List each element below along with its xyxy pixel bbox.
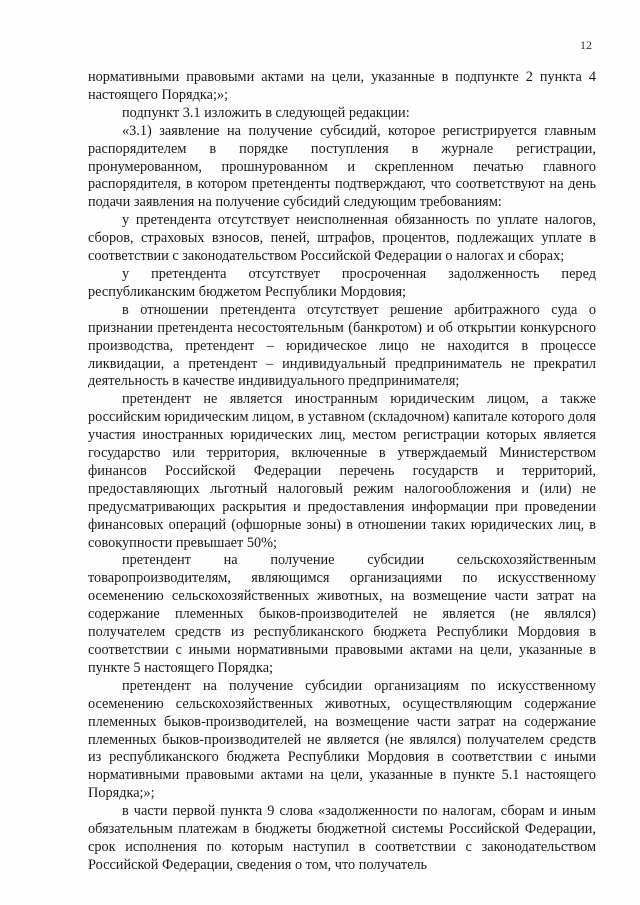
paragraph: претендент на получение субсидии сельскохозяйственным товаропроизводителям, являющимся организациями по искусственному осеменению сельскохозяйственных животных, на возмещение части затрат на содержание племенных быков-производителей не является (не являлся) получателем средств из республиканского бюджета Республики Мордовия в соответствии с иными нормативными правовыми актами на цели, указанные в пункте 5 настоящего Порядка;: [88, 552, 596, 676]
paragraph: в отношении претендента отсутствует решение арбитражного суда о признании претендента несостоятельным (банкротом) и об открытии конкурсного производства, претендент – юридическое лицо не находится в процессе ликвидации, а претендент – индивидуальный предприниматель не прекратил деятельность в качестве индивидуального предпринимателя;: [88, 301, 596, 390]
paragraph: у претендента отсутствует просроченная задолженность перед республиканским бюджетом Республики Мордовия;: [88, 265, 596, 300]
paragraph: у претендента отсутствует неисполненная обязанность по уплате налогов, сборов, страховых взносов, пеней, штрафов, процентов, подлежащих уплате в соответствии с законодательством Российской Федерации о налогах и сборах;: [88, 212, 596, 265]
document-body: [88, 69, 596, 875]
paragraph: претендент на получение субсидии организациям по искусственному осеменению сельскохозяйственных животных, осуществляющим содержание племенных быков-производителей, на возмещение части затрат на содержание племенных быков-производителей не является (не являлся) получателем средств из республиканского бюджета Республики Мордовия в соответствии с иными нормативными правовыми актами на цели, указанные в пункте 5.1 настоящего Порядка;»;: [88, 677, 596, 802]
paragraph: «3.1) заявление на получение субсидий, которое регистрируется главным распорядителем в порядке поступления в журнале регистрации, пронумерованном, прошнурованном и скрепленном печатью главного распорядителя, в котором претенденты подтверждают, что соответствуют на день подачи заявления на получение субсидий следующим требованиям:: [88, 122, 596, 211]
paragraph: подпункт 3.1 изложить в следующей редакции:: [122, 104, 410, 121]
paragraph: нормативными правовыми актами на цели, указанные в подпункте 2 пункта 4 настоящего Порядка;»;: [88, 69, 596, 103]
paragraph: в части первой пункта 9 слова «задолженности по налогам, сборам и иным обязательным платежам в бюджеты бюджетной системы Российской Федерации, срок исполнения по которым наступил в соответствии с законодательством Российской Федерации, сведения о том, что получатель: [88, 803, 596, 873]
paragraph: претендент не является иностранным юридическим лицом, а также российским юридическим лицом, в уставном (складочном) капитале которого доля участия иностранных юридических лиц, местом регистрации которых является государство или территория, включенные в утверждаемый Министерством финансов Российской Федерации перечень государств и территорий, предоставляющих льготный налоговый режим налогообложения и (или) не предусматривающих раскрытия и предоставления информации при проведении финансовых операций (офшорные зоны) в отношении таких юридических лиц, в совокупности превышает 50%;: [88, 391, 596, 551]
page-number: 12: [580, 38, 592, 52]
